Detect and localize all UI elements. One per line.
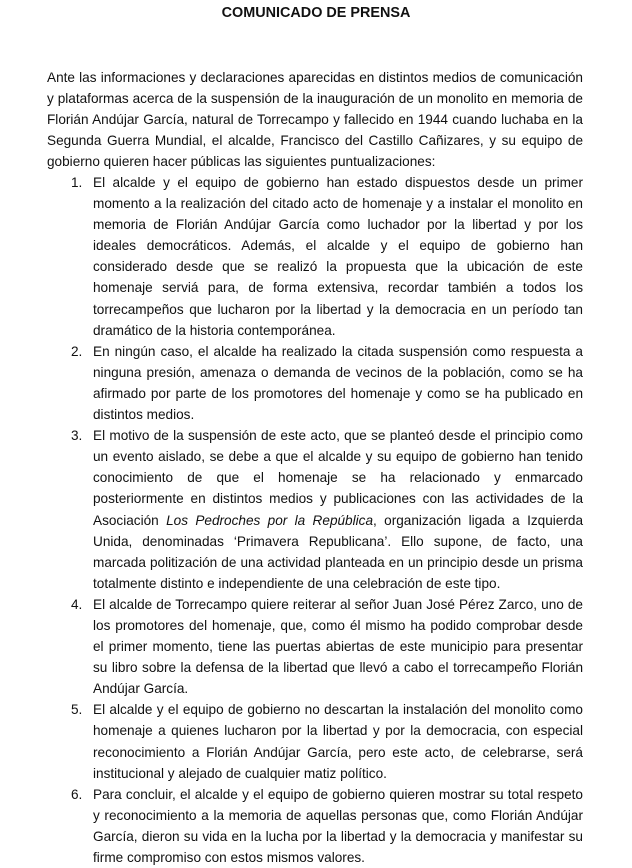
point-text: El alcalde y el equipo de gobierno han estado dispuestos desde un primer momento a la realización del citado acto de homenaje y a instalar el monolito en memoria de Florián Andújar García como luchador por la libertad y por los ideales democráticos. Además, el alcalde y el equipo de gobierno han considerado desde que se realizó la propuesta que la ubicación de este homenaje serviá para, de forma extensiva, recordar también a todos los torrecampeños que lucharon por la libertad y la democracia en un período tan dramático de la historia contemporánea. [93, 175, 583, 338]
point-text: En ningún caso, el alcalde ha realizado la citada suspensión como respuesta a ninguna presión, amenaza o demanda de vecinos de la población, como se ha afirmado por parte de los promotores del homenaje y como se ha publicado en distintos medios. [93, 343, 583, 423]
point-item-1 [0, 172, 583, 341]
point-number: 3. [71, 428, 83, 444]
point-text: El alcalde de Torrecampo quiere reiterar al señor Juan José Pérez Zarco, uno de los promotores del homenaje, que, como él mismo ha podido comprobar desde el primer momento, tiene las puertas abiertas de este municipio para presentar su libro sobre la defensa de la libertad que llevó a cabo el torrecampeño Florián Andújar García. [93, 596, 583, 697]
point-text: El alcalde y el equipo de gobierno no descartan la instalación del monolito como homenaje a quienes lucharon por la libertad y por la democracia, con especial reconocimiento a Florián Andújar García, pero este acto, de celebrarse, será institucional y alejado de cualquier matiz político. [93, 702, 583, 781]
point-number: 1. [71, 175, 83, 190]
points-list [0, 172, 632, 868]
point-text: Para concluir, el alcalde y el equipo de gobierno quieren mostrar su total respeto y reconocimiento a la memoria de aquellas personas que, como Florián Andújar García, dieron su vida en la lucha por la libertad y la democracia y manifestar su firme compromiso con estos mismos valores. [93, 786, 583, 865]
point-number: 6. [71, 786, 83, 802]
point-number: 2. [71, 343, 83, 359]
point-number: 5. [71, 702, 83, 718]
point-text-part-b: , organización ligada a Izquierda Unida, denominadas ‘Primavera Republicana’. Ello supone, de facto, una marcada politización de una actividad planteada en un principio desde un prisma totalmente distinto e independiente de una celebración de este tipo. [93, 512, 584, 591]
intro-paragraph: Ante las informaciones y declaraciones aparecidas en distintos medios de comunicación y plataformas acerca de la suspensión de la inauguración de un monolito en memoria de Florián Andújar García, natural de Torrecampo y fallecido en 1944 cuando luchaba en la Segunda Guerra Mundial, el alcalde, Francisco del Castillo Cañizares, y su equipo de gobierno quieren hacer públicas las siguientes puntualizaciones: [47, 70, 583, 170]
point-item-2 [0, 341, 583, 425]
page-title: COMUNICADO DE PRENSA [221, 5, 411, 21]
point-item-5 [0, 699, 583, 783]
association-name-italic: Los Pedroches por la República [166, 512, 374, 528]
point-item-4 [0, 594, 583, 699]
point-number: 4. [71, 596, 83, 612]
point-item-3 [0, 425, 583, 594]
point-text-part-a: El motivo de la suspensión de este acto, que se planteó desde el principio como un evento aislado, se debe a que el alcalde y su equipo de gobierno han tenido conocimiento de que el homenaje se ha relacionado y enmarcado posteriormente en distintos medios y publicaciones con las actividades de la Asociación [93, 428, 583, 528]
point-item-6 [0, 784, 583, 868]
